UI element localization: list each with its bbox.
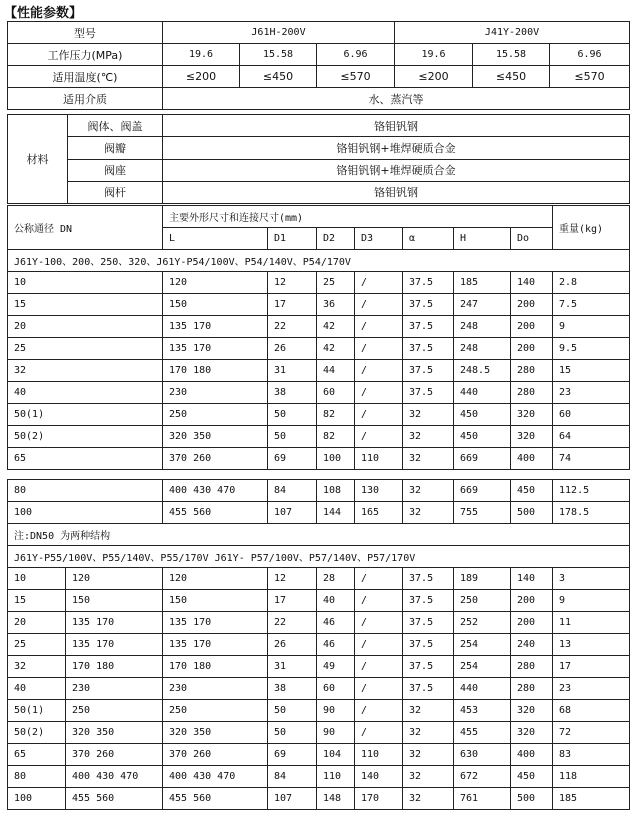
table-row <box>8 338 630 360</box>
table-cell: 250 <box>66 700 163 722</box>
table-cell: 107 <box>268 788 317 810</box>
col-header: α <box>403 228 454 250</box>
table-cell: / <box>355 316 403 338</box>
table-cell: 32 <box>8 360 163 382</box>
material-part: 阀瓣 <box>68 137 163 159</box>
dimension-table-2 <box>7 479 630 810</box>
table-row <box>8 700 630 722</box>
material-value: 铬钼钒钢 <box>163 115 630 137</box>
table-row <box>8 656 630 678</box>
table-cell: 31 <box>268 656 317 678</box>
table-cell: 135 170 <box>163 316 268 338</box>
table-cell: 32 <box>403 502 454 524</box>
material-value: 铬钼钒钢 <box>163 181 630 203</box>
table-cell: 112.5 <box>553 480 630 502</box>
table-cell: 60 <box>317 678 355 700</box>
table-cell: 250 <box>163 700 268 722</box>
table-cell: 32 <box>403 426 454 448</box>
table-row <box>8 744 630 766</box>
table-cell: 230 <box>163 678 268 700</box>
table-cell: 669 <box>454 448 511 470</box>
table-cell: 32 <box>403 448 454 470</box>
table-cell: 37.5 <box>403 272 454 294</box>
table-cell: 49 <box>317 656 355 678</box>
table-cell: / <box>355 404 403 426</box>
table-cell: 83 <box>553 744 630 766</box>
temperature-cell: ≤570 <box>317 66 395 88</box>
table-cell: 38 <box>268 382 317 404</box>
table-cell: 25 <box>8 634 66 656</box>
table-cell: 108 <box>317 480 355 502</box>
medium-label: 适用介质 <box>8 88 163 110</box>
table-cell: 170 180 <box>163 360 268 382</box>
table-cell: 280 <box>511 678 553 700</box>
table-cell: 170 <box>355 788 403 810</box>
table-cell: 120 <box>163 568 268 590</box>
table-row <box>8 316 630 338</box>
table-cell: 80 <box>8 766 66 788</box>
table-cell: 100 <box>8 788 66 810</box>
table-cell: 140 <box>511 272 553 294</box>
temperature-cell: ≤200 <box>163 66 240 88</box>
table-cell: 72 <box>553 722 630 744</box>
table-row <box>8 590 630 612</box>
material-value: 铬钼钒钢+堆焊硬质合金 <box>163 137 630 159</box>
table-cell: 118 <box>553 766 630 788</box>
table-cell: 370 260 <box>163 744 268 766</box>
pressure-cell: 15.58 <box>473 44 550 66</box>
table-cell: 250 <box>163 404 268 426</box>
table-cell: 440 <box>454 678 511 700</box>
table-cell: 90 <box>317 722 355 744</box>
table-cell: 10 <box>8 568 66 590</box>
table-cell: 320 <box>511 404 553 426</box>
table-cell: 230 <box>66 678 163 700</box>
table-cell: 74 <box>553 448 630 470</box>
medium-row <box>8 88 630 110</box>
pressure-cell: 6.96 <box>550 44 630 66</box>
table-cell: 170 180 <box>163 656 268 678</box>
temperature-cell: ≤200 <box>395 66 473 88</box>
medium-value: 水、蒸汽等 <box>163 88 630 110</box>
table-cell: 37.5 <box>403 612 454 634</box>
table-cell: 46 <box>317 634 355 656</box>
table-cell: 46 <box>317 612 355 634</box>
table-cell: 32 <box>403 788 454 810</box>
table-cell: / <box>355 612 403 634</box>
table-cell: 130 <box>355 480 403 502</box>
table-cell: 110 <box>317 766 355 788</box>
table-cell: 248 <box>454 316 511 338</box>
note: 注:DN50 为两种结构 <box>8 524 630 546</box>
table-cell: 65 <box>8 744 66 766</box>
table-cell: 32 <box>403 700 454 722</box>
table-cell: 32 <box>8 656 66 678</box>
table-cell: 185 <box>553 788 630 810</box>
table-cell: 230 <box>163 382 268 404</box>
table-cell: 37.5 <box>403 294 454 316</box>
table-cell: 400 430 470 <box>163 480 268 502</box>
table-cell: 140 <box>355 766 403 788</box>
table-row <box>8 480 630 502</box>
table-row <box>8 766 630 788</box>
table-row <box>8 294 630 316</box>
table-cell: 248.5 <box>454 360 511 382</box>
table-cell: 320 <box>511 426 553 448</box>
table-cell: 135 170 <box>66 612 163 634</box>
table-cell: 500 <box>511 788 553 810</box>
pressure-cell: 6.96 <box>317 44 395 66</box>
table-cell: 455 <box>454 722 511 744</box>
model-cell: J41Y-200V <box>395 22 630 44</box>
table-cell: 7.5 <box>553 294 630 316</box>
table-cell: 42 <box>317 316 355 338</box>
table-cell: 9 <box>553 316 630 338</box>
table-cell: 23 <box>553 678 630 700</box>
table-cell: 144 <box>317 502 355 524</box>
table-cell: 110 <box>355 448 403 470</box>
col-header: D3 <box>355 228 403 250</box>
table-cell: 13 <box>553 634 630 656</box>
table-cell: 107 <box>268 502 317 524</box>
table-cell: 135 170 <box>163 612 268 634</box>
table-cell: 320 <box>511 700 553 722</box>
table-cell: 450 <box>511 480 553 502</box>
table-cell: 140 <box>511 568 553 590</box>
table-row <box>8 448 630 470</box>
table-cell: 400 <box>511 744 553 766</box>
table-cell: 50(2) <box>8 426 163 448</box>
table-cell: 120 <box>66 568 163 590</box>
table-cell: 248 <box>454 338 511 360</box>
table-cell: 37.5 <box>403 338 454 360</box>
table-cell: 50 <box>268 700 317 722</box>
table-cell: 50 <box>268 426 317 448</box>
table-cell: 200 <box>511 316 553 338</box>
table-cell: 453 <box>454 700 511 722</box>
table-cell: 320 <box>511 722 553 744</box>
table-row <box>8 404 630 426</box>
table-cell: 189 <box>454 568 511 590</box>
pressure-cell: 15.58 <box>240 44 317 66</box>
temperature-cell: ≤450 <box>473 66 550 88</box>
material-part: 阀座 <box>68 159 163 181</box>
table-cell: 320 350 <box>66 722 163 744</box>
series-label: J61Y-100、200、250、320、J61Y-P54/100V、P54/140V、P54/170V <box>8 250 630 272</box>
table-cell: / <box>355 722 403 744</box>
table-cell: 40 <box>8 678 66 700</box>
temperature-row <box>8 66 630 88</box>
table-cell: 82 <box>317 426 355 448</box>
table-cell: 200 <box>511 338 553 360</box>
table-cell: 23 <box>553 382 630 404</box>
table-cell: / <box>355 700 403 722</box>
table-cell: 15 <box>8 294 163 316</box>
table-cell: 150 <box>163 590 268 612</box>
table-cell: 450 <box>454 404 511 426</box>
table-cell: 50(1) <box>8 404 163 426</box>
series-label: J61Y-P55/100V、P55/140V、P55/170V J61Y- P57/100V、P57/140V、P57/170V <box>8 546 630 568</box>
table-cell: 400 430 470 <box>66 766 163 788</box>
dn-header: 公称通径 DN <box>8 206 163 250</box>
table-cell: 135 170 <box>163 634 268 656</box>
table-cell: 50 <box>268 722 317 744</box>
temperature-cell: ≤570 <box>550 66 630 88</box>
table-cell: / <box>355 568 403 590</box>
table-cell: 32 <box>403 404 454 426</box>
table-cell: 37.5 <box>403 316 454 338</box>
table-row <box>8 568 630 590</box>
table-cell: 247 <box>454 294 511 316</box>
table-cell: 25 <box>8 338 163 360</box>
table-cell: 50(2) <box>8 722 66 744</box>
table-cell: 104 <box>317 744 355 766</box>
table-cell: 755 <box>454 502 511 524</box>
table-cell: 36 <box>317 294 355 316</box>
table-cell: 110 <box>355 744 403 766</box>
table-cell: 370 260 <box>66 744 163 766</box>
table-cell: 37.5 <box>403 382 454 404</box>
table-cell: 12 <box>268 568 317 590</box>
col-header: D1 <box>268 228 317 250</box>
section-heading: 【性能参数】 <box>4 6 83 21</box>
table-cell: 150 <box>163 294 268 316</box>
table-row <box>8 382 630 404</box>
table-cell: 69 <box>268 744 317 766</box>
material-part: 阀体、阀盖 <box>68 115 163 137</box>
table-cell: / <box>355 426 403 448</box>
table-cell: 12 <box>268 272 317 294</box>
pressure-cell: 19.6 <box>163 44 240 66</box>
table-cell: 135 170 <box>66 634 163 656</box>
table-cell: 200 <box>511 612 553 634</box>
table-cell: 32 <box>403 480 454 502</box>
table-cell: 455 560 <box>163 788 268 810</box>
table-cell: 28 <box>317 568 355 590</box>
table-cell: 252 <box>454 612 511 634</box>
table-row <box>8 722 630 744</box>
table-cell: 37.5 <box>403 634 454 656</box>
table-cell: 32 <box>403 766 454 788</box>
table-cell: 60 <box>553 404 630 426</box>
performance-spec-table <box>7 21 630 110</box>
temperature-cell: ≤450 <box>240 66 317 88</box>
col-header: Do <box>511 228 553 250</box>
pressure-label: 工作压力(MPa) <box>8 44 163 66</box>
table-cell: 280 <box>511 360 553 382</box>
table-cell: / <box>355 338 403 360</box>
material-table <box>7 114 630 204</box>
table-cell: 10 <box>8 272 163 294</box>
table-cell: 450 <box>454 426 511 448</box>
table-cell: / <box>355 272 403 294</box>
pressure-cell: 19.6 <box>395 44 473 66</box>
table-cell: 120 <box>163 272 268 294</box>
table-cell: 200 <box>511 294 553 316</box>
table-cell: 9.5 <box>553 338 630 360</box>
table-cell: 22 <box>268 316 317 338</box>
table-cell: 26 <box>268 634 317 656</box>
table-cell: 40 <box>8 382 163 404</box>
table-cell: 9 <box>553 590 630 612</box>
table-cell: 50(1) <box>8 700 66 722</box>
table-cell: 150 <box>66 590 163 612</box>
material-value: 铬钼钒钢+堆焊硬质合金 <box>163 159 630 181</box>
table-cell: 20 <box>8 612 66 634</box>
temperature-label: 适用温度(℃) <box>8 66 163 88</box>
table-cell: 370 260 <box>163 448 268 470</box>
table-cell: 25 <box>317 272 355 294</box>
table-cell: 15 <box>553 360 630 382</box>
table-cell: 400 <box>511 448 553 470</box>
table-cell: 50 <box>268 404 317 426</box>
table-cell: 69 <box>268 448 317 470</box>
table-cell: / <box>355 360 403 382</box>
model-cell: J61H-200V <box>163 22 395 44</box>
table-cell: 65 <box>8 448 163 470</box>
table-cell: 37.5 <box>403 568 454 590</box>
table-cell: 450 <box>511 766 553 788</box>
table-cell: / <box>355 590 403 612</box>
table-cell: 455 560 <box>66 788 163 810</box>
table-cell: 44 <box>317 360 355 382</box>
table-cell: 17 <box>268 590 317 612</box>
table-cell: 37.5 <box>403 656 454 678</box>
table-cell: 80 <box>8 480 163 502</box>
pressure-row <box>8 44 630 66</box>
table-cell: 15 <box>8 590 66 612</box>
table-row <box>8 612 630 634</box>
table-cell: 64 <box>553 426 630 448</box>
table-cell: 82 <box>317 404 355 426</box>
table-cell: 280 <box>511 382 553 404</box>
table-cell: 26 <box>268 338 317 360</box>
table-cell: 2.8 <box>553 272 630 294</box>
table-cell: 37.5 <box>403 590 454 612</box>
table-cell: 90 <box>317 700 355 722</box>
table-cell: 148 <box>317 788 355 810</box>
table-cell: / <box>355 656 403 678</box>
table-row <box>8 360 630 382</box>
col-header: H <box>454 228 511 250</box>
table-cell: 11 <box>553 612 630 634</box>
table-cell: 250 <box>454 590 511 612</box>
table-cell: 37.5 <box>403 678 454 700</box>
table-cell: 500 <box>511 502 553 524</box>
table-cell: 185 <box>454 272 511 294</box>
table-cell: 17 <box>268 294 317 316</box>
table-row <box>8 788 630 810</box>
table-cell: 170 180 <box>66 656 163 678</box>
weight-header: 重量(kg) <box>553 206 630 250</box>
table-cell: / <box>355 294 403 316</box>
table-cell: 32 <box>403 722 454 744</box>
table-cell: 40 <box>317 590 355 612</box>
table-cell: / <box>355 634 403 656</box>
table-cell: 68 <box>553 700 630 722</box>
model-label: 型号 <box>8 22 163 44</box>
model-row <box>8 22 630 44</box>
table-cell: 254 <box>454 656 511 678</box>
table-cell: 320 350 <box>163 426 268 448</box>
table-cell: 178.5 <box>553 502 630 524</box>
table-cell: 17 <box>553 656 630 678</box>
table-row <box>8 272 630 294</box>
table-cell: 200 <box>511 590 553 612</box>
table-row <box>8 426 630 448</box>
dimension-table-1 <box>7 205 630 470</box>
table-cell: 254 <box>454 634 511 656</box>
table-cell: 440 <box>454 382 511 404</box>
col-header: D2 <box>317 228 355 250</box>
table-cell: 669 <box>454 480 511 502</box>
table-row <box>8 502 630 524</box>
table-cell: 31 <box>268 360 317 382</box>
table-cell: 32 <box>403 744 454 766</box>
table-cell: 240 <box>511 634 553 656</box>
table-row <box>8 634 630 656</box>
table-cell: / <box>355 678 403 700</box>
table-cell: 135 170 <box>163 338 268 360</box>
material-part: 阀杆 <box>68 181 163 203</box>
table-cell: 37.5 <box>403 360 454 382</box>
table-row <box>8 678 630 700</box>
table-cell: 100 <box>8 502 163 524</box>
table-cell: 400 430 470 <box>163 766 268 788</box>
table-cell: / <box>355 382 403 404</box>
col-header: L <box>163 228 268 250</box>
table-cell: 60 <box>317 382 355 404</box>
table-cell: 42 <box>317 338 355 360</box>
table-cell: 165 <box>355 502 403 524</box>
table-cell: 761 <box>454 788 511 810</box>
table-cell: 100 <box>317 448 355 470</box>
table-cell: 630 <box>454 744 511 766</box>
table-cell: 22 <box>268 612 317 634</box>
material-label: 材料 <box>8 115 68 204</box>
table-cell: 84 <box>268 480 317 502</box>
table-cell: 20 <box>8 316 163 338</box>
table-cell: 3 <box>553 568 630 590</box>
table-cell: 280 <box>511 656 553 678</box>
main-dimension-header: 主要外形尺寸和连接尺寸(mm) <box>163 206 553 228</box>
table-cell: 38 <box>268 678 317 700</box>
table-cell: 672 <box>454 766 511 788</box>
table-cell: 84 <box>268 766 317 788</box>
table-cell: 320 350 <box>163 722 268 744</box>
table-cell: 455 560 <box>163 502 268 524</box>
